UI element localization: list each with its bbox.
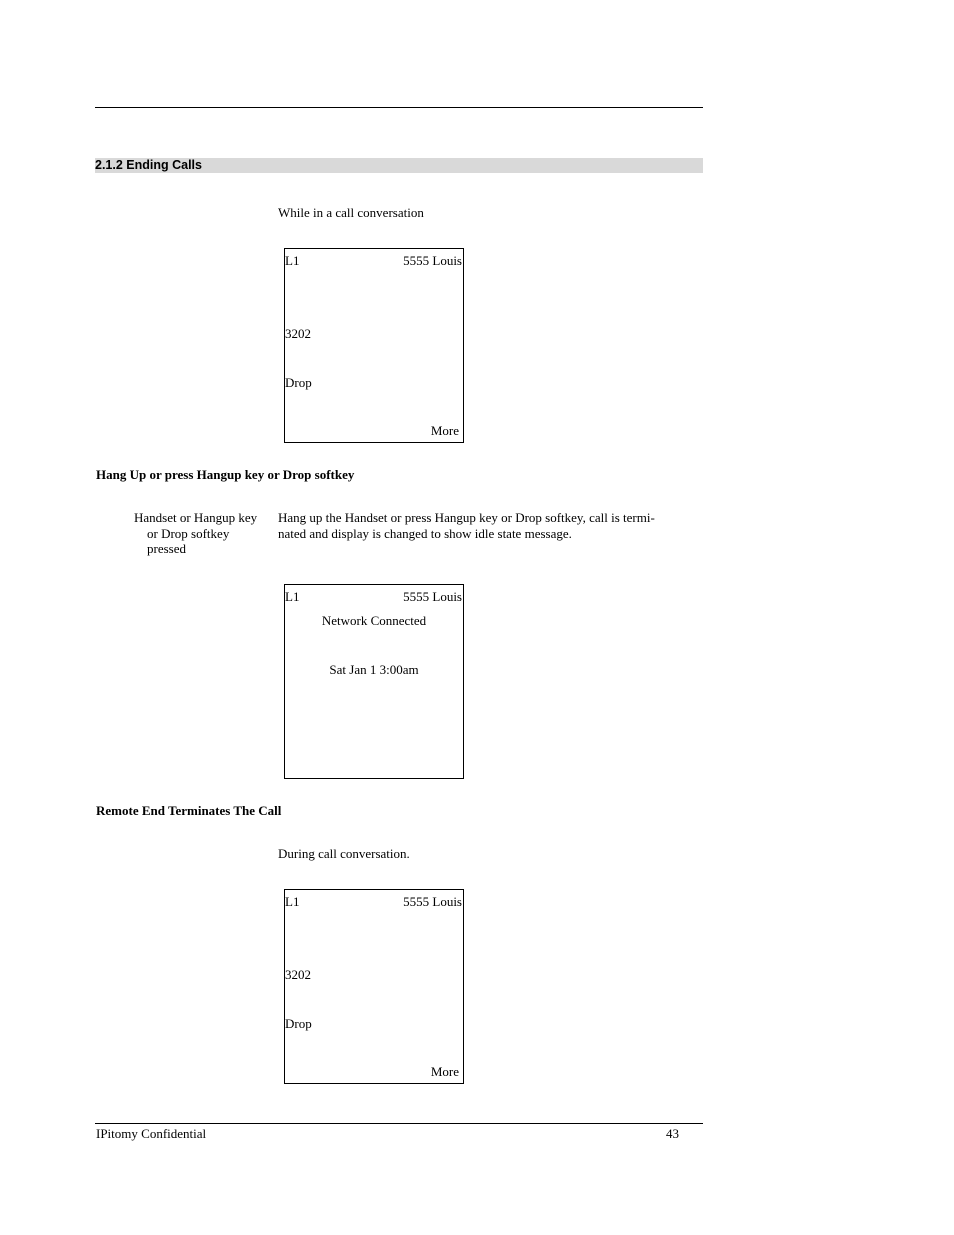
more-softkey-label: More [430, 423, 459, 438]
line-label: L1 [285, 589, 300, 604]
section-title: 2.1.2 Ending Calls [95, 158, 202, 172]
during-text: During call conversation. [278, 846, 410, 861]
footer-confidential: IPitomy Confidential [96, 1126, 207, 1141]
caller-info: 5555 Louis [403, 589, 462, 604]
line-label: L1 [285, 894, 300, 909]
network-status: Network Connected [321, 613, 427, 628]
subheading-remote-end: Remote End Terminates The Call [96, 803, 282, 818]
extension-number: 3202 [285, 967, 311, 982]
date-time: Sat Jan 1 3:00am [329, 662, 419, 677]
caller-info: 5555 Louis [403, 894, 462, 909]
phone-display-in-call [284, 248, 464, 443]
line-label: L1 [285, 253, 300, 268]
footer-rule [95, 1123, 703, 1124]
extension-number: 3202 [285, 326, 311, 341]
side-label-line: Handset or Hangup key [134, 510, 258, 525]
side-label [134, 510, 269, 557]
description-line: nated and display is changed to show idle state message. [278, 525, 572, 541]
caller-info: 5555 Louis [403, 253, 462, 268]
subheading-hang-up: Hang Up or press Hangup key or Drop softkey [96, 467, 355, 482]
intro-text: While in a call conversation [278, 205, 424, 220]
page-number: 43 [666, 1126, 679, 1141]
description-text [278, 510, 698, 541]
section-heading-bar [95, 158, 703, 173]
phone-display-idle [284, 584, 464, 779]
side-label-line: pressed [147, 541, 186, 556]
drop-softkey-label: Drop [285, 1016, 312, 1031]
header-rule [95, 107, 703, 108]
more-softkey-label: More [430, 1064, 459, 1079]
drop-softkey-label: Drop [285, 375, 312, 390]
phone-display-remote-end [284, 889, 464, 1084]
description-line: Hang up the Handset or press Hangup key or Drop softkey, call is termi- [278, 510, 655, 525]
side-label-line: or Drop softkey [147, 525, 230, 541]
